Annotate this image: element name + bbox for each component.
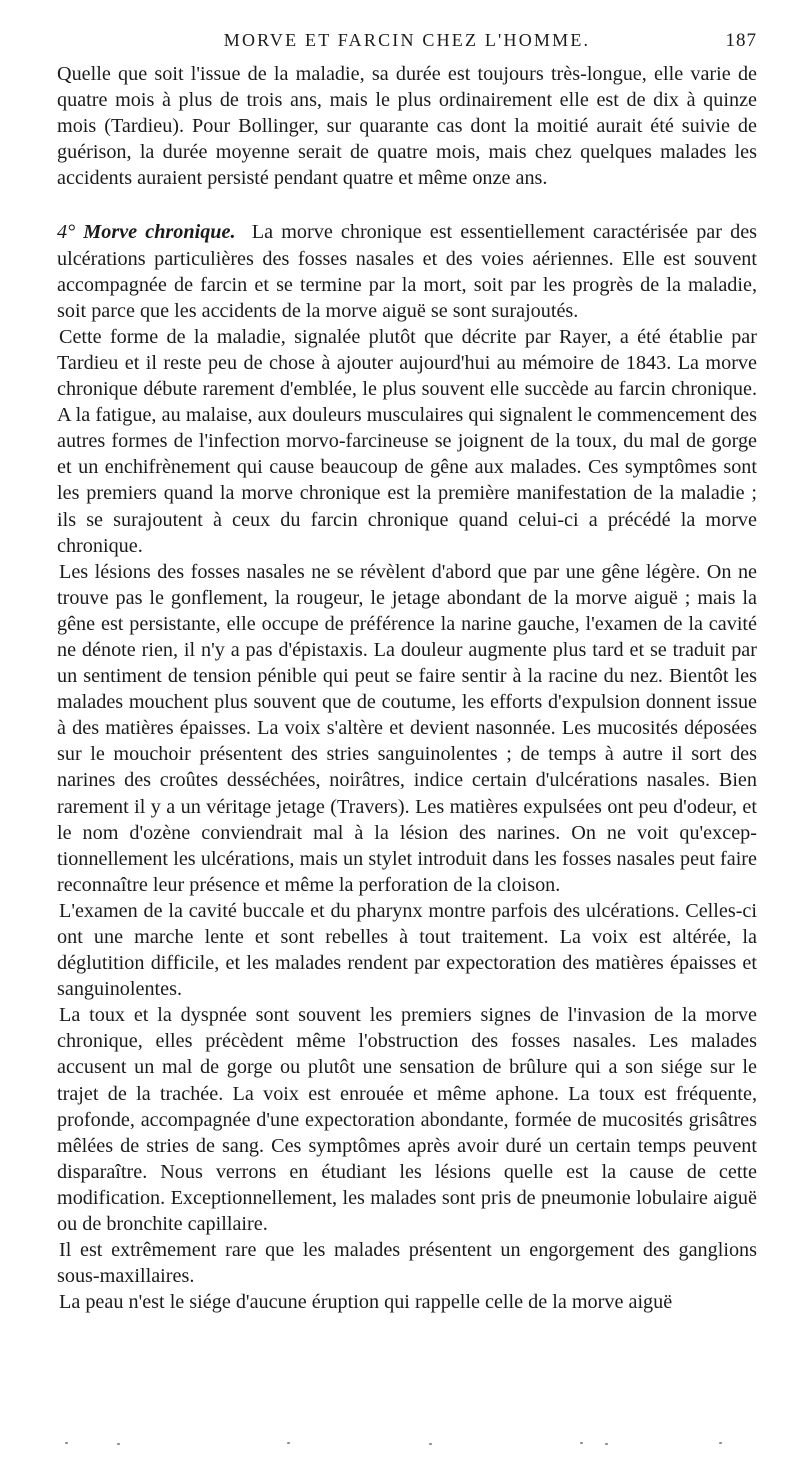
section-intro-text: La morve chronique est essentiellement caractérisée par des ulcérations particulières des fosses nasales et des voies aériennes. Elle est souvent accompagnée de farcin et se termine par la mort, soit par les progrès de la maladie, soit parce que les accidents de la morve aiguë se sont surajoutés.: [57, 221, 758, 322]
running-head: [57, 30, 757, 56]
section-number: 4°: [57, 221, 76, 244]
print-speck: [429, 1443, 432, 1445]
paragraph-duration: Quelle que soit l'issue de la maladie, sa durée est toujours très-longue, elle varie de quatre mois à plus de trois ans, mais le plus ordinairement elle est de dix à quinze mois (Tardieu). Pour Bollinger, sur quarante cas dont la moitié aurait été suivie de guérison, la durée moyenne serait de quatre mois, mais chez quelques malades les accidents auraient persisté pendant quatre et même onze ans.: [57, 63, 757, 190]
section-title: Morve chronique.: [83, 221, 236, 244]
page-number: 187: [725, 30, 757, 51]
print-speck: [580, 1442, 583, 1444]
print-speck: [287, 1442, 290, 1444]
print-speck: [117, 1443, 120, 1445]
running-title: MORVE ET FARCIN CHEZ L'HOMME.: [223, 30, 591, 50]
paragraph-oral-cavity: L'examen de la cavité buccale et du pharynx montre parfois des ulcérations. Celles-ci ont une marche lente et sont rebelles à tout traitement. La voix est altérée, la déglutition difficile, et les malades rendent par expectoration des matières épaisses et sanguinolentes.: [57, 899, 757, 1001]
body-text: [57, 61, 757, 1315]
print-specks: [57, 1436, 757, 1456]
print-speck: [65, 1442, 68, 1444]
print-speck: [719, 1442, 722, 1444]
section-chronic-glanders: [57, 219, 757, 323]
paragraph-cough-dyspnea: La toux et la dyspnée sont souvent les premiers signes de l'invasion de la morve chronique, elles précèdent même l'obstruction des fosses nasales. Les malades accusent un mal de gorge ou plutôt une sensation de brûlure qui a son siége sur le trajet de la trachée. La voix est enrouée et même aphone. La toux est fréquente, profonde, accompagnée d'une expectoration abondante, formée de mucosités grisâtres mêlées de stries de sang. Ces symptômes après avoir duré un certain temps peuvent disparaître. Nous verrons en étudiant les lésions quelle est la cause de cette modification. Exceptionnellement, les malades sont pris de pneumonie lobulaire aiguë ou de bronchite capillaire.: [57, 1004, 757, 1236]
paragraph-nasal-lesions: Les lésions des fosses nasales ne se révèlent d'abord que par une gêne légère. On ne trouve pas le gonflement, la rougeur, le jetage abondant de la morve aiguë ; mais la gêne est persistante, elle occupe de préférence la narine gauche, l'examen de la cavité ne dénote rien, il n'y a pas d'épistaxis. La douleur augmente plus tard et se traduit par un sentiment de tension pénible qui peut se faire sentir à la racine du nez. Bientôt les malades mouchent plus souvent que de coutume, les efforts d'expulsion donnent issue à des matières épaisses. La voix s'altère et devient nasonnée. Les mucosités déposées sur le mouchoir présentent des stries sanguinolentes ; de temps à autre il sort des narines des croûtes desséchées, noirâtres, indice certain d'ulcérations nasales. Bien rarement il y a un véritage jetage (Travers). Les matières expulsées ont peu d'odeur, et le nom d'ozène conviendrait mal à la lésion des narines. On ne voit qu'exceptionnellement les ulcérations, mais un stylet introduit dans les fosses nasales peut faire reconnaître leur présence et même la perforation de la cloison.: [57, 560, 757, 896]
paragraph-lymph-nodes: Il est extrêmement rare que les malades présentent un engorgement des ganglions sous-maxillaires.: [57, 1239, 757, 1288]
print-speck: [605, 1443, 608, 1445]
paragraph-skin: La peau n'est le siége d'aucune éruption qui rappelle celle de la morve aiguë: [59, 1291, 673, 1314]
paragraph-form-history: Cette forme de la maladie, signalée plutôt que décrite par Rayer, a été établie par Tardieu et il reste peu de chose à ajouter aujourd'hui au mémoire de 1843. La morve chronique débute rarement d'emblée, le plus souvent elle succède au farcin chronique. A la fatigue, au malaise, aux douleurs musculaires qui signalent le commencement des autres formes de l'infection morvo-farcineuse se joignent de la toux, du mal de gorge et un enchifrènement qui cause beaucoup de gêne aux malades. Ces symptômes sont les premiers quand la morve chronique est la première manifestation de la maladie ; ils se surajoutent à ceux du farcin chronique quand celui-ci a précédé la morve chronique.: [57, 325, 757, 557]
